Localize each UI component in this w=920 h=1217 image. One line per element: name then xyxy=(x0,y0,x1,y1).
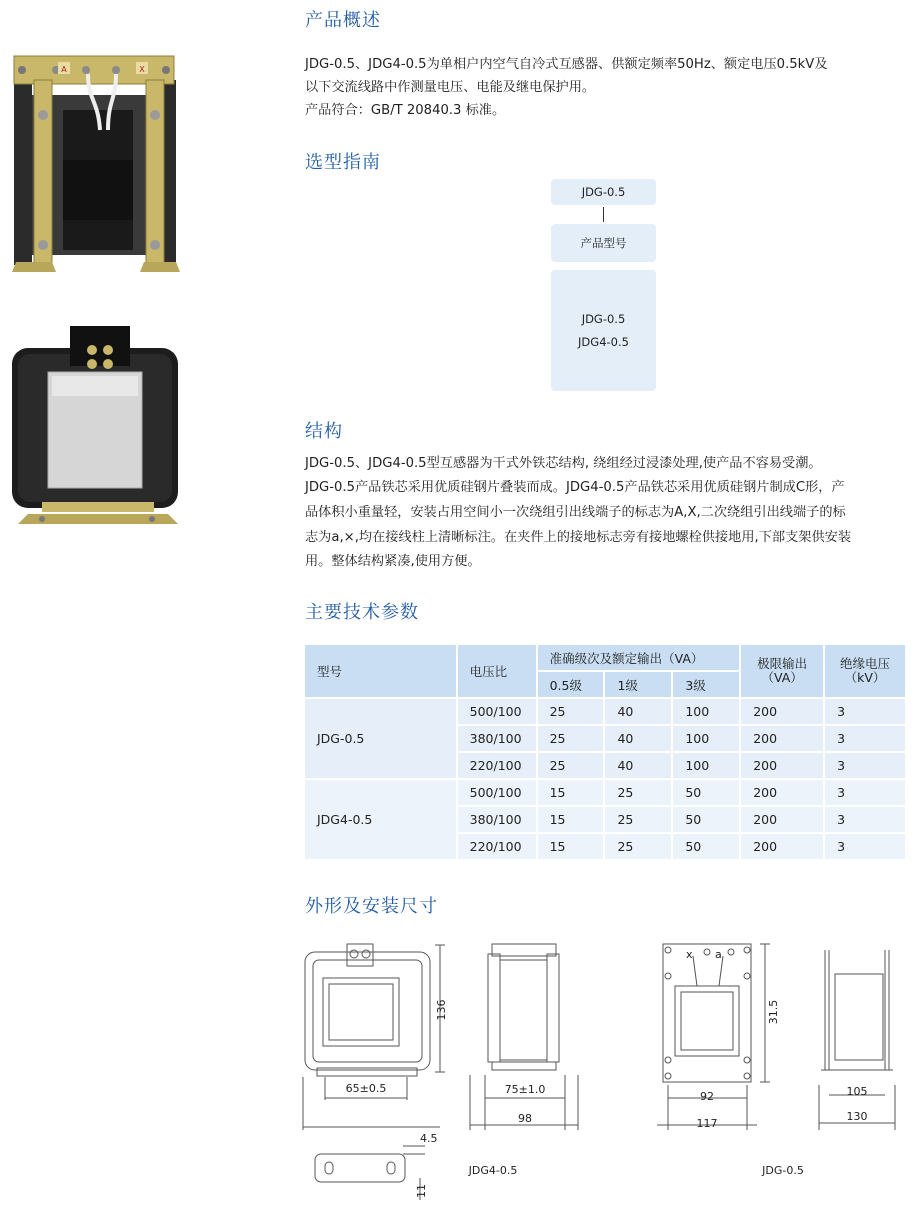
cell: 25 xyxy=(604,806,672,833)
jdg4-side-view xyxy=(470,944,578,1130)
cell: 3 xyxy=(824,698,906,725)
cell: 200 xyxy=(740,725,824,752)
cell: 200 xyxy=(740,806,824,833)
dims-title: 外形及安装尺寸 xyxy=(305,896,438,917)
header-ins-label: 绝缘电压 xyxy=(840,656,891,671)
header-class-3: 3级 xyxy=(672,671,740,698)
overview-title: 产品概述 xyxy=(305,10,381,31)
dim-jdg-side-inner: 105 xyxy=(846,1085,868,1098)
cell: 40 xyxy=(604,698,672,725)
caption-jdg: JDG-0.5 xyxy=(762,1164,804,1177)
cell: 50 xyxy=(672,806,740,833)
jdg-terminal-a: a xyxy=(715,948,722,961)
header-limit-label: 极限输出 xyxy=(757,656,808,671)
group-model-jdg4: JDG4-0.5 xyxy=(305,779,457,860)
cell: 25 xyxy=(537,752,605,779)
dim-jdg-side-outer: 130 xyxy=(846,1110,868,1123)
cell: 25 xyxy=(537,698,605,725)
cell: 220/100 xyxy=(457,752,537,779)
selection-mid-box: 产品型号 xyxy=(551,224,656,262)
spec-table xyxy=(305,645,907,861)
dim-jdg4-slot-w: 4.5 xyxy=(420,1132,438,1145)
group-model-jdg: JDG-0.5 xyxy=(305,698,457,779)
selection-connector xyxy=(603,207,604,222)
cell: 50 xyxy=(672,779,740,806)
selection-title: 选型指南 xyxy=(305,152,381,173)
cell: 500/100 xyxy=(457,779,537,806)
caption-jdg4: JDG4-0.5 xyxy=(468,1164,518,1177)
header-class-05: 0.5级 xyxy=(537,671,605,698)
cell: 40 xyxy=(604,752,672,779)
jdg4-front-view xyxy=(303,944,445,1130)
cell: 3 xyxy=(824,806,906,833)
dimension-drawings xyxy=(295,930,915,1210)
structure-line-2: JDG-0.5产品铁芯采用优质硅钢片叠装而成。JDG4-0.5产品铁芯采用优质硅钢片制成C形，产 xyxy=(305,480,845,495)
cell: 15 xyxy=(537,806,605,833)
cell: 15 xyxy=(537,833,605,860)
structure-line-5: 用。整体结构紧凑,使用方便。 xyxy=(305,554,481,569)
terminal-label-x: X xyxy=(139,65,145,74)
cell: 25 xyxy=(604,779,672,806)
table-row xyxy=(305,698,906,725)
table-row xyxy=(305,779,906,806)
cell: 3 xyxy=(824,779,906,806)
structure-line-4: 志为a,×,均在接线柱上清晰标注。在夹件上的接地标志旁有接地螺栓供接地用,下部支架供安装 xyxy=(305,530,852,545)
selection-top-box: JDG-0.5 xyxy=(551,179,656,205)
cell: 100 xyxy=(672,698,740,725)
cell: 200 xyxy=(740,779,824,806)
overview-standard: 产品符合：GB/T 20840.3 标准。 xyxy=(305,103,506,118)
jdg-product-photo xyxy=(8,50,183,280)
dim-jdg-front-outer: 117 xyxy=(696,1117,718,1130)
structure-line-3: 品体积小重量轻，安装占用空间小一次绕组引出线端子的标志为A,X,二次绕组引出线端子的标 xyxy=(305,505,846,520)
dim-jdg-front-inner: 92 xyxy=(700,1090,714,1103)
structure-title: 结构 xyxy=(305,421,343,442)
dim-jdg-height: 31.5 xyxy=(767,999,780,1025)
header-limit-output xyxy=(740,645,824,698)
terminal-label-a: A xyxy=(61,65,67,74)
dim-jdg4-side-outer: 98 xyxy=(518,1112,532,1125)
cell: 3 xyxy=(824,725,906,752)
header-insulation-voltage xyxy=(824,645,906,698)
cell: 200 xyxy=(740,752,824,779)
jdg4-slot-detail xyxy=(315,1146,425,1200)
params-title: 主要技术参数 xyxy=(305,602,419,623)
selection-model-2: JDG4-0.5 xyxy=(578,335,629,349)
cell: 200 xyxy=(740,833,824,860)
dim-jdg4-slot-h: 11 xyxy=(415,1184,428,1198)
overview-line-1: JDG-0.5、JDG4-0.5为单相户内空气自冷式互感器、供额定频率50Hz、额定电压0.5kV及 xyxy=(305,57,828,72)
header-limit-unit: （VA） xyxy=(761,670,803,685)
cell: 100 xyxy=(672,752,740,779)
jdg-terminal-x: x xyxy=(686,948,693,961)
cell: 380/100 xyxy=(457,806,537,833)
cell: 200 xyxy=(740,698,824,725)
structure-line-1: JDG-0.5、JDG4-0.5型互感器为干式外铁芯结构, 绕组经过浸漆处理,使产品不容易受潮。 xyxy=(305,456,822,471)
cell: 15 xyxy=(537,779,605,806)
cell: 500/100 xyxy=(457,698,537,725)
dim-jdg4-base: 65±0.5 xyxy=(345,1082,387,1095)
header-ins-unit: （kV） xyxy=(844,670,886,685)
dim-jdg4-height: 136 xyxy=(435,999,448,1021)
cell: 40 xyxy=(604,725,672,752)
header-ratio: 电压比 xyxy=(457,645,537,698)
cell: 3 xyxy=(824,752,906,779)
header-model: 型号 xyxy=(305,645,457,698)
cell: 100 xyxy=(672,725,740,752)
cell: 380/100 xyxy=(457,725,537,752)
jdg4-product-photo xyxy=(8,322,183,532)
selection-models-box xyxy=(551,270,656,391)
header-accuracy-class: 准确级次及额定输出（VA） xyxy=(537,645,741,671)
dim-jdg4-side-inner: 75±1.0 xyxy=(504,1083,546,1096)
cell: 220/100 xyxy=(457,833,537,860)
cell: 50 xyxy=(672,833,740,860)
selection-model-1: JDG-0.5 xyxy=(581,312,626,326)
header-class-1: 1级 xyxy=(604,671,672,698)
jdg-side-view xyxy=(819,950,895,1130)
cell: 3 xyxy=(824,833,906,860)
cell: 25 xyxy=(604,833,672,860)
cell: 25 xyxy=(537,725,605,752)
overview-line-2: 以下交流线路中作测量电压、电能及继电保护用。 xyxy=(305,80,596,95)
